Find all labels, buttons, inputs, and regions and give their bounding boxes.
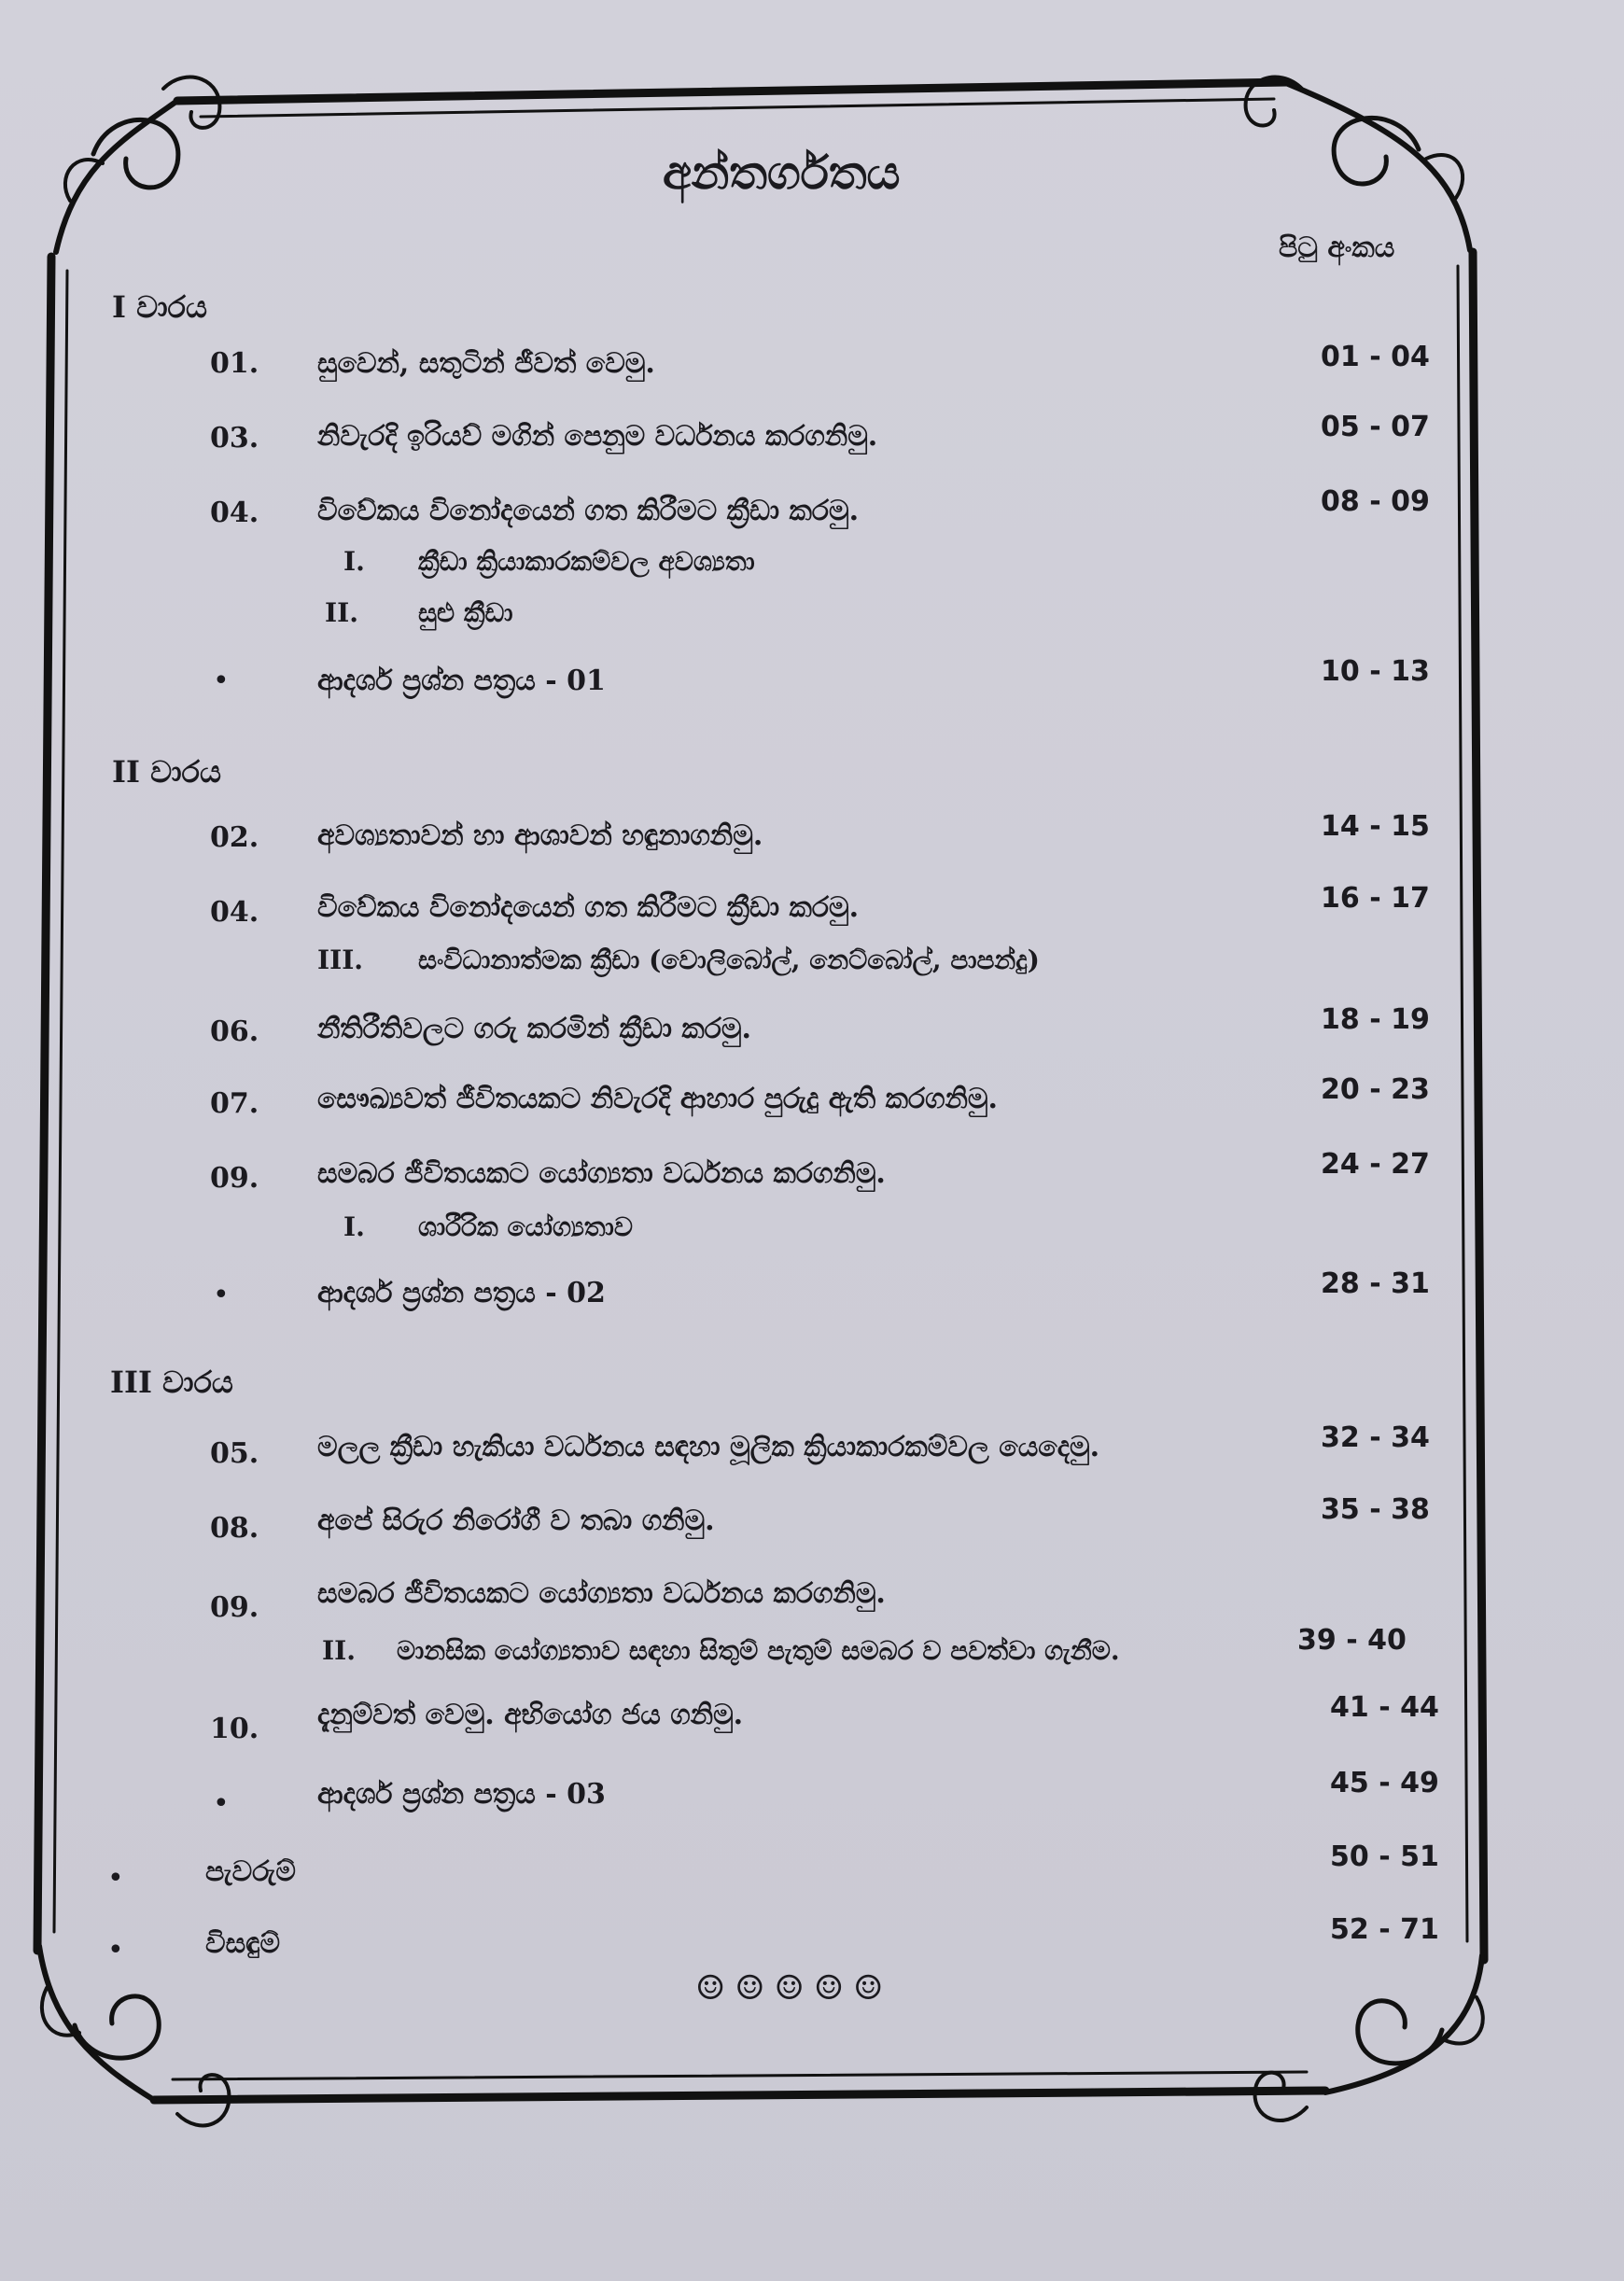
entry-title: මලල ක්‍රීඩා හැකියා වර්ධනය සඳහා මූලික ක්‍රියාකාරකම්වල යෙදෙමු. (317, 1431, 1100, 1463)
entry-title: ආදර්ශ ප්‍රශ්න පත්‍රය - 02 (317, 1277, 606, 1309)
entry-title: අපේ සිරුර නිරෝගී ව තබා ගනිමු. (317, 1504, 715, 1537)
back-matter-title: විසඳුම් (205, 1927, 281, 1960)
entry-pages: 28 - 31 (1321, 1267, 1430, 1300)
entry-number: 04. (210, 497, 259, 529)
sub-entry-title: ක්‍රීඩා ක්‍රියාකාරකම්වල අවශ්‍යතා (418, 546, 755, 577)
entry-title: සෞඛ්‍යවත් ජීවිතයකට නිවැරදි ආහාර පුරුදු ඇති කරගනිමු. (317, 1083, 998, 1115)
entry-pages: 41 - 44 (1330, 1691, 1439, 1724)
entry-pages: 20 - 23 (1321, 1073, 1430, 1106)
entry-number: 07. (210, 1087, 259, 1120)
sub-entry-number: I. (343, 1211, 365, 1242)
section-label: III වාරය (110, 1364, 233, 1400)
entry-title: විවේකය විනෝදයෙන් ගත කිරීමට ක්‍රීඩා කරමු. (317, 495, 860, 527)
entry-title: විවේකය විනෝදයෙන් ගත කිරීමට ක්‍රීඩා කරමු. (317, 891, 860, 924)
entry-number: 02. (210, 821, 259, 854)
entry-pages: 10 - 13 (1321, 655, 1430, 688)
entry-pages: 14 - 15 (1321, 810, 1430, 843)
back-matter-title: පැවරුම් (205, 1855, 296, 1888)
sub-entry-number: I. (343, 546, 365, 577)
entry-pages: 08 - 09 (1321, 485, 1430, 518)
footer-smiley-icons: ☺☺☺☺☺ (695, 1969, 893, 2008)
entry-pages: 39 - 40 (1297, 1624, 1407, 1657)
entry-number: 08. (210, 1512, 259, 1545)
entry-title: සමබර ජීවිතයකට යෝග්‍යතා වර්ධනය කරගනිමු. (317, 1157, 886, 1190)
page-column-header: පිටු අංකය (1279, 231, 1395, 264)
sub-entry-title: ශාරීරික යෝග්‍යතාව (418, 1211, 633, 1242)
entry-pages: 32 - 34 (1321, 1421, 1430, 1454)
bullet: • (107, 1934, 124, 1966)
entry-number: 03. (210, 422, 259, 455)
entry-pages: 45 - 49 (1330, 1767, 1439, 1799)
entry-pages: 52 - 71 (1330, 1913, 1439, 1946)
entry-pages: 35 - 38 (1321, 1493, 1430, 1526)
entry-pages: 50 - 51 (1330, 1840, 1439, 1873)
entry-number: 09. (210, 1591, 259, 1624)
entry-number: 04. (210, 896, 259, 929)
sub-entry-title: සංවිධානාත්මක ක්‍රීඩා (වොලිබෝල්, නෙට්බෝල්, පාපන්දු) (418, 945, 1040, 975)
entry-title: නිවැරදි ඉරියව් මගින් පෙනුම වර්ධනය කරගනිමු. (317, 420, 878, 453)
entry-title: ආදර්ශ ප්‍රශ්න පත්‍රය - 03 (317, 1778, 606, 1811)
entry-number: 10. (210, 1713, 259, 1745)
entry-number: 05. (210, 1437, 259, 1470)
sub-entry-title: සුළු ක්‍රීඩා (418, 597, 513, 628)
entry-pages: 05 - 07 (1321, 411, 1430, 443)
sub-entry-number: II. (325, 597, 358, 628)
sub-entry-number: III. (317, 945, 364, 975)
bullet: • (213, 1787, 230, 1820)
entry-pages: 24 - 27 (1321, 1148, 1430, 1181)
sub-entry-title: මානසික යෝග්‍යතාව සඳහා සිතුම් පැතුම් සමබර ව පවත්වා ගැනීම. (397, 1635, 1120, 1666)
entry-pages: 16 - 17 (1321, 882, 1430, 915)
bullet: • (213, 665, 230, 697)
entry-title: සමබර ජීවිතයකට යෝග්‍යතා වර්ධනය කරගනිමු. (317, 1577, 886, 1610)
section-label: I වාරය (112, 289, 207, 325)
entry-number: 01. (210, 347, 259, 380)
bullet: • (213, 1279, 230, 1311)
entry-title: අවශ්‍යතාවන් හා ආශාවන් හඳුනාගනිමු. (317, 819, 763, 852)
entry-title: නීතිරීතිවලට ගරු කරමින් ක්‍රීඩා කරමු. (317, 1013, 751, 1045)
bullet: • (107, 1862, 124, 1895)
entry-number: 06. (210, 1015, 259, 1048)
page-title: අන්තර්ගතය (663, 145, 901, 200)
entry-pages: 18 - 19 (1321, 1003, 1430, 1036)
entry-title: සුවෙන්, සතුටින් ජීවත් වෙමු. (317, 347, 655, 380)
entry-title: දැනුම්වත් වෙමු. අභියෝග ජය ගනිමු. (317, 1699, 744, 1731)
section-label: II වාරය (112, 754, 221, 790)
sub-entry-number: II. (322, 1635, 356, 1666)
entry-number: 09. (210, 1162, 259, 1195)
entry-title: ආදර්ශ ප්‍රශ්න පත්‍රය - 01 (317, 665, 606, 697)
entry-pages: 01 - 04 (1321, 341, 1430, 373)
